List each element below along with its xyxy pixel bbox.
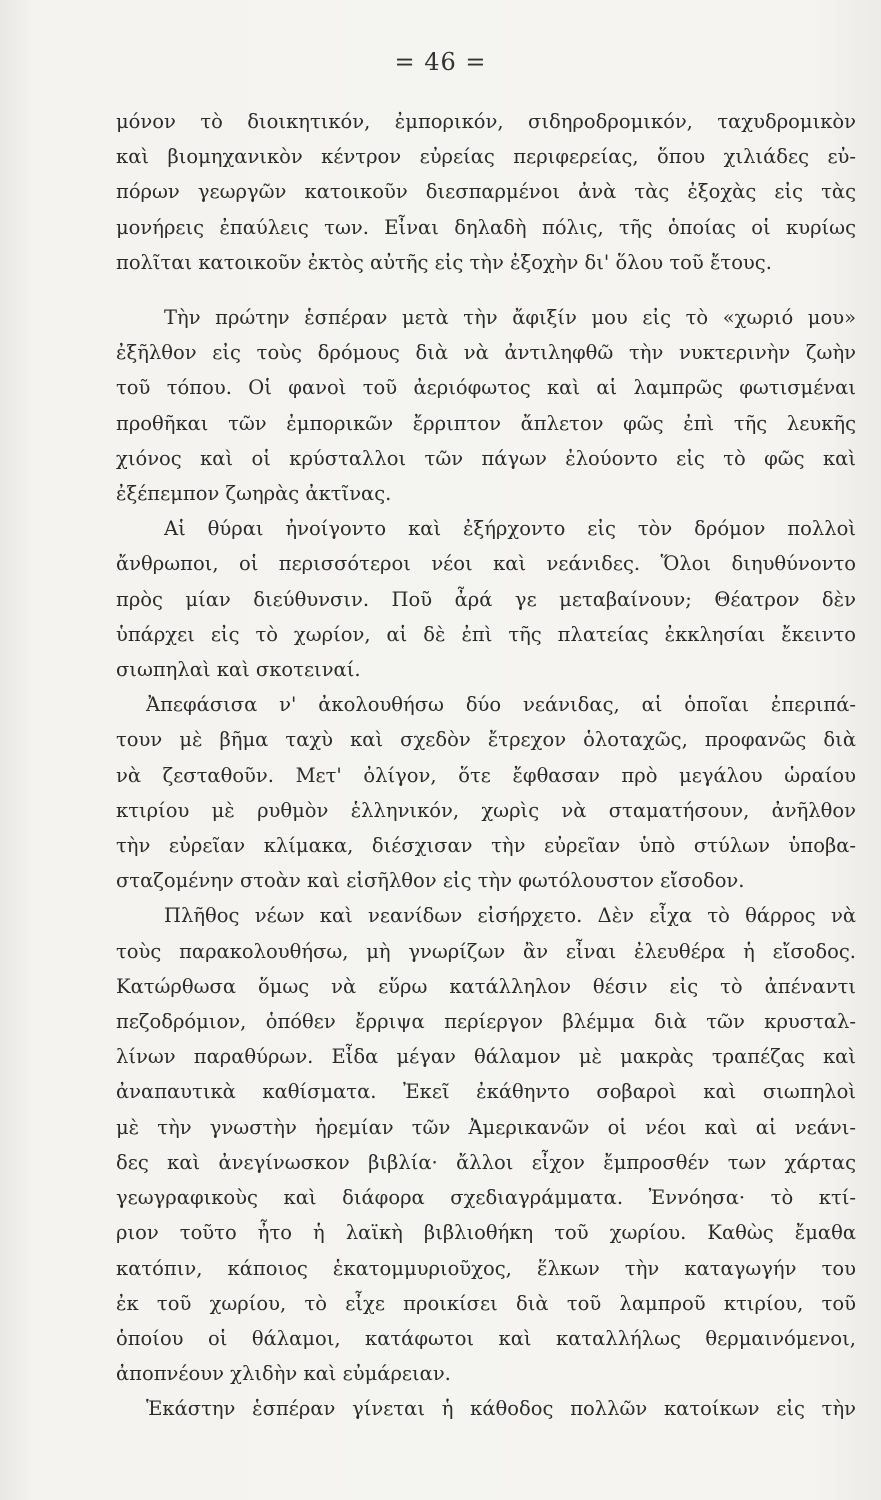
text-line: Τὴν πρώτην ἑσπέραν μετὰ τὴν ἄφιξίν μου εἰς τὸ «χωριό μου» <box>164 306 856 330</box>
paragraph-gap <box>116 280 856 300</box>
text-line: Ἀπεφάσισα ν' ἀκολουθήσω δύο νεάνιδας, αἱ ὁποῖαι ἐπεριπά- <box>146 693 856 717</box>
text-line: νὰ ζεσταθοῦν. Μετ' ὀλίγον, ὅτε ἔφθασαν πρὸ μεγάλου ὡραίου <box>116 763 856 787</box>
text-line: λίνων παραθύρων. Εἶδα μέγαν θάλαμον μὲ μακρὰς τραπέζας καὶ <box>116 1045 856 1069</box>
text-line: ἀναπαυτικὰ καθίσματα. Ἐκεῖ ἐκάθηντο σοβαροὶ καὶ σιωπηλοὶ <box>116 1080 856 1104</box>
text-line: Αἱ θύραι ἠνοίγοντο καὶ ἐξήρχοντο εἰς τὸν δρόμον πολλοὶ <box>164 517 856 541</box>
text-line: τουν μὲ βῆμα ταχὺ καὶ σχεδὸν ἔτρεχον ὁλοταχῶς, προφανῶς διὰ <box>116 728 856 752</box>
text-line: ἐξέπεμπον ζωηρὰς ἀκτῖνας. <box>116 482 392 506</box>
text-line: ἐκ τοῦ χωρίου, τὸ εἶχε προικίσει διὰ τοῦ λαμπροῦ κτιρίου, τοῦ <box>116 1291 856 1315</box>
text-line: ἄνθρωποι, οἱ περισσότεροι νέοι καὶ νεάνιδες. Ὅλοι διηυθύνοντο <box>116 552 856 576</box>
text-line: κατόπιν, κάποιος ἑκατομμυριοῦχος, ἕλκων τὴν καταγωγήν του <box>116 1256 856 1280</box>
text-line: Ἑκάστην ἑσπέραν γίνεται ἡ κάθοδος πολλῶν κατοίκων εἰς τὴν <box>146 1397 856 1421</box>
text-line: πεζοδρόμιον, ὁπόθεν ἔρριψα περίεργον βλέμμα διὰ τῶν κρυσταλ- <box>116 1010 856 1034</box>
text-line: τοῦ τόπου. Οἱ φανοὶ τοῦ ἀεριόφωτος καὶ αἱ λαμπρῶς φωτισμέναι <box>116 376 856 400</box>
text-line: Πλῆθος νέων καὶ νεανίδων εἰσήρχετο. Δὲν εἶχα τὸ θάρρος νὰ <box>164 904 856 928</box>
text-line: πολῖται κατοικοῦν ἐκτὸς αὐτῆς εἰς τὴν ἐξοχὴν δι' ὅλου τοῦ ἔτους. <box>116 250 772 274</box>
text-line: πόρων γεωργῶν κατοικοῦν διεσπαρμένοι ἀνὰ τὰς ἐξοχὰς εἰς τὰς <box>116 180 856 204</box>
text-line: κτιρίου μὲ ρυθμὸν ἑλληνικόν, χωρὶς νὰ σταματήσουν, ἀνῆλθον <box>116 798 856 822</box>
text-line: ἀποπνέουν χλιδὴν καὶ εὐμάρειαν. <box>116 1362 451 1386</box>
text-line: σιωπηλαὶ καὶ σκοτειναί. <box>116 658 361 682</box>
text-line: μονήρεις ἐπαύλεις των. Εἶναι δηλαδὴ πόλις, τῆς ὁποίας οἱ κυρίως <box>116 215 856 239</box>
text-line: σταζομένην στοὰν καὶ εἰσῆλθον εἰς τὴν φωτόλουστον εἴσοδον. <box>116 869 745 893</box>
text-line: χιόνος καὶ οἱ κρύσταλλοι τῶν πάγων ἐλούοντο εἰς τὸ φῶς καὶ <box>116 446 856 470</box>
text-line: μόνον τὸ διοικητικόν, ἐμπορικόν, σιδηροδρομικόν, ταχυδρομικὸν <box>116 110 856 133</box>
text-line: τὴν εὐρεῖαν κλίμακα, διέσχισαν τὴν εὐρεῖαν ὑπὸ στύλων ὑποβα- <box>116 834 856 858</box>
text-line: ἐξῆλθον εἰς τοὺς δρόμους διὰ νὰ ἀντιληφθῶ τὴν νυκτερινὴν ζωὴν <box>116 341 856 365</box>
text-line: πρὸς μίαν διεύθυνσιν. Ποῦ ἆρά γε μεταβαίνουν; Θέατρον δὲν <box>116 587 856 611</box>
text-line: ὁποίου οἱ θάλαμοι, κατάφωτοι καὶ καταλλήλως θερμαινόμενοι, <box>116 1326 856 1350</box>
page-number: = 46 = <box>394 48 487 76</box>
body-text <box>116 104 856 1427</box>
text-line: τοὺς παρακολουθήσω, μὴ γνωρίζων ἂν εἶναι ἐλευθέρα ἡ εἴσοδος. <box>116 939 856 963</box>
text-line: δες καὶ ἀνεγίνωσκον βιβλία· ἄλλοι εἶχον ἔμπροσθέν των χάρτας <box>116 1150 856 1174</box>
text-line: καὶ βιομηχανικὸν κέντρον εὐρείας περιφερείας, ὅπου χιλιάδες εὐ- <box>116 145 856 169</box>
text-line: γεωγραφικοὺς καὶ διάφορα σχεδιαγράμματα. Ἐννόησα· τὸ κτί- <box>116 1186 856 1210</box>
text-line: ριον τοῦτο ἦτο ἡ λαϊκὴ βιβλιοθήκη τοῦ χωρίου. Καθὼς ἔμαθα <box>116 1221 856 1245</box>
text-line: προθῆκαι τῶν ἐμπορικῶν ἔρριπτον ἄπλετον φῶς ἐπὶ τῆς λευκῆς <box>116 411 856 435</box>
text-line: ὑπάρχει εἰς τὸ χωρίον, αἱ δὲ ἐπὶ τῆς πλατείας ἐκκλησίαι ἔκειντο <box>116 622 856 646</box>
text-line: μὲ τὴν γνωστὴν ἠρεμίαν τῶν Ἀμερικανῶν οἱ νέοι καὶ αἱ νεάνι- <box>116 1115 856 1139</box>
text-line: Κατώρθωσα ὅμως νὰ εὕρω κατάλληλον θέσιν εἰς τὸ ἀπέναντι <box>116 974 856 998</box>
